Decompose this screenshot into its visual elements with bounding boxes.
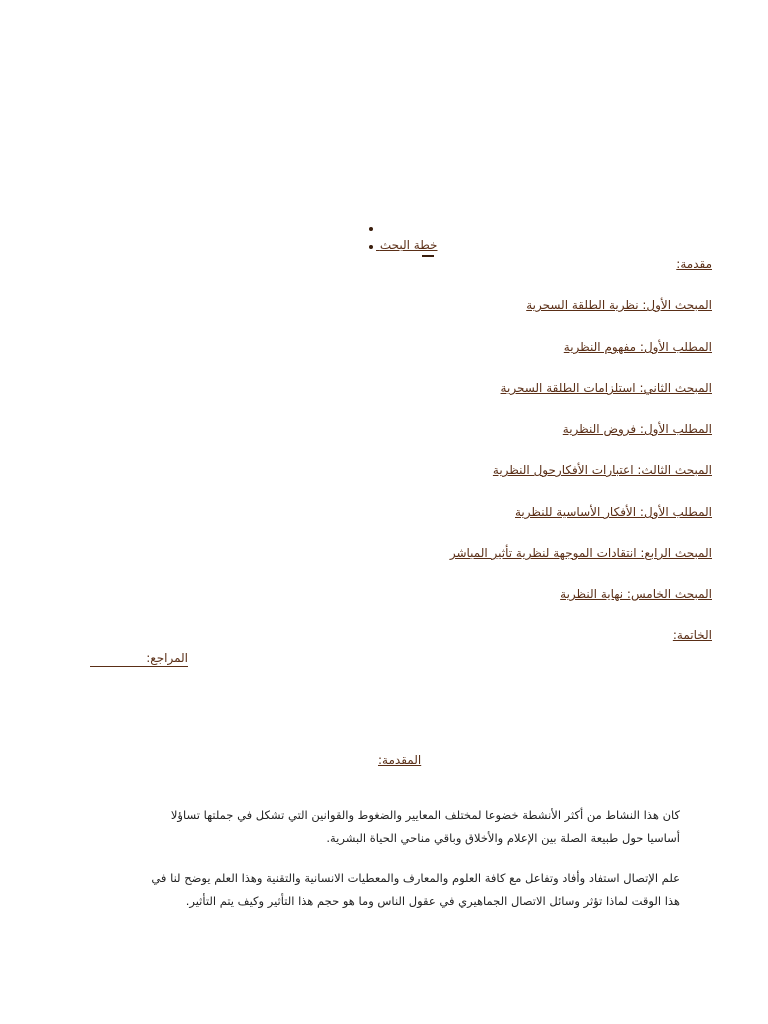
toc-item-chapter-4[interactable]: المبحث الرابع: انتقادات الموجهة لنظرية تأثير المباشر xyxy=(449,546,712,560)
toc-item-chapter-5[interactable]: المبحث الخامس: نهاية النظرية xyxy=(560,587,712,601)
intro-paragraph-2 xyxy=(150,867,680,913)
toc-item-section-1-1[interactable]: المطلب الأول: مفهوم النظرية xyxy=(563,340,712,354)
toc-item-conclusion[interactable]: الخاتمة: xyxy=(672,628,712,642)
plan-title-text: خطة البحث xyxy=(379,238,438,252)
intro-heading: المقدمة: xyxy=(378,753,422,767)
paragraph-line: كان هذا النشاط من أكثر الأنشطة خضوعا لمختلف المعايير والضغوط والقوانين التي تشكل في جملتها تساؤلا xyxy=(170,808,680,822)
plan-title xyxy=(366,235,437,252)
toc-item-chapter-2[interactable]: المبحث الثاني: استلزامات الطلقة السحرية xyxy=(500,381,712,395)
toc-item-chapter-3[interactable]: المبحث الثالث: اعتبارات الأفكارحول النظرية xyxy=(492,463,712,477)
colon-dots-icon xyxy=(368,235,376,249)
paragraph-line: أساسيا حول طبيعة الصلة بين الإعلام والأخلاق وباقي مناحي الحياة البشرية. xyxy=(326,831,680,845)
toc-item-references[interactable]: المراجع: xyxy=(90,651,188,667)
toc-item-intro[interactable]: مقدمة: xyxy=(676,257,712,271)
intro-paragraph-1 xyxy=(150,804,680,850)
toc-item-chapter-1[interactable]: المبحث الأول: نظرية الطلقة السحرية xyxy=(526,298,712,312)
paragraph-line: هذا الوقت لماذا تؤثر وسائل الاتصال الجماهيري في عقول الناس وما هو حجم هذا التأثير وكيف يتم التأثير. xyxy=(185,894,680,908)
toc-item-section-3-1[interactable]: المطلب الأول: الأفكار الأساسية للنظرية xyxy=(515,505,712,519)
toc-item-section-2-1[interactable]: المطلب الأول: فروض النظرية xyxy=(562,422,712,436)
plan-title-underline xyxy=(422,255,434,257)
paragraph-line: علم الإتصال استفاد وأفاد وتفاعل مع كافة العلوم والمعارف والمعطيات الانسانية والتقنية وهذا العلم يوضح لنا في xyxy=(151,871,680,885)
